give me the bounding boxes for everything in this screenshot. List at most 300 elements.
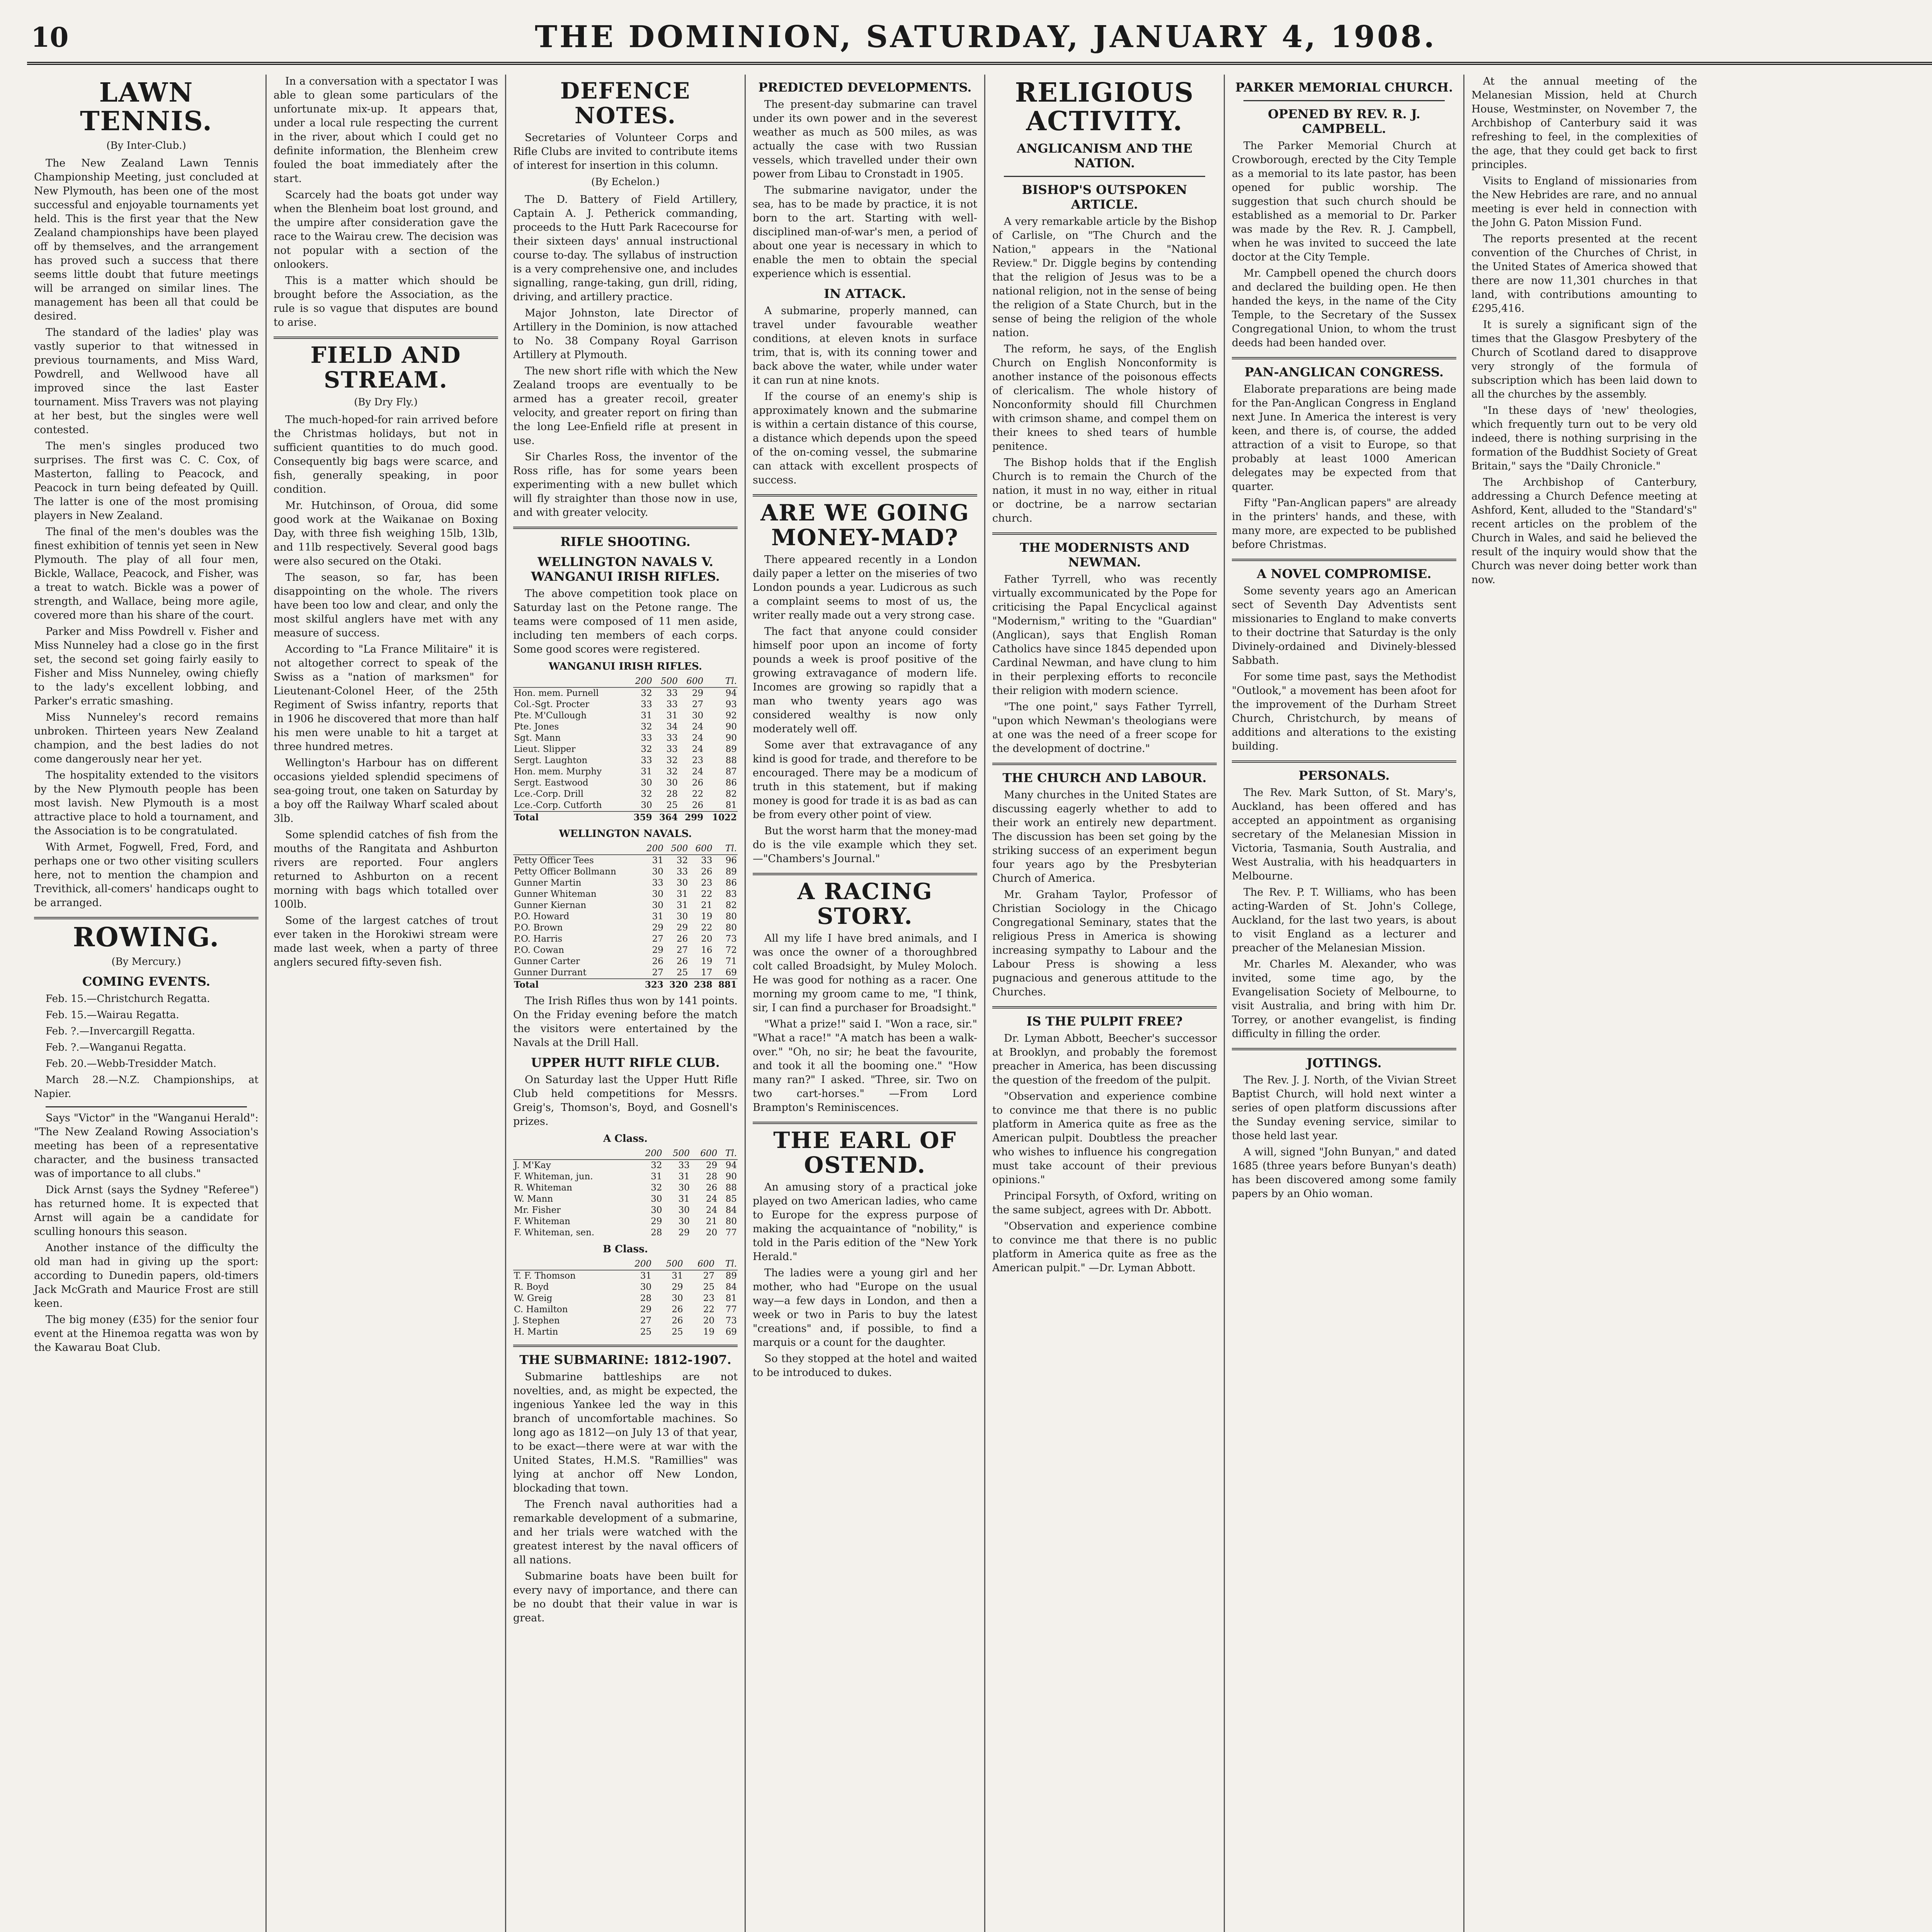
table-cell: 29 [652,923,663,933]
score-table-wanganui [513,676,738,823]
paragraph: Dr. Lyman Abbott, Beecher's successor at Brooklyn, and probably the foremost preacher in America, has been discussing the question of the freedom of the pulpit. [992,1032,1217,1086]
table-cell: 84 [725,1205,737,1215]
score-table-navals [513,843,738,990]
table-cell: 28 [706,1172,718,1182]
table-cell: 500 [652,1259,684,1270]
column-2 [267,75,506,1932]
table-cell: 500 [664,843,689,855]
table-cell: 90 [725,1172,737,1182]
table-cell: 25 [640,1327,652,1337]
table-cell: 27 [652,934,663,944]
table-cell: Col.-Sgt. Procter [514,699,590,709]
table-cell: 89 [725,867,737,877]
table-cell: 73 [725,1316,737,1326]
table-header-row [513,843,738,855]
paragraph: Father Tyrrell, who was recently virtually excommunicated by the Pope for criticising the Papal Encyclical against "Modernism," writing to the "Guardian" (Anglican), says that English Roman Catholics have since 1845 depended upon Cardinal Newman, and have clung to him in their perplexing efforts to reconcile their religion with modern science. [992,573,1217,697]
table-cell: 22 [692,789,704,799]
paragraph: A will, signed "John Bunyan," and dated 1685 (three years before Bunyan's death) has been discovered among some family papers by an Ohio woman. [1232,1146,1456,1200]
defence-intro: Secretaries of Volunteer Corps and Rifle Clubs are invited to contribute items of interest for insertion in this column. [513,132,738,172]
paragraph: Mr. Charles M. Alexander, who was invited, some time ago, by the Evangelisation Society of Melbourne, to visit Australia, and bring with him Dr. Torrey, or another evangelist, is finding difficulty in filling the order. [1232,958,1456,1040]
table-cell: P.O. Brown [514,923,563,933]
paragraph: The hospitality extended to the visitors by the New Plymouth people has been most lavish. New Plymouth is a most attractive place to hold a tournament, and the Association is to be congratulated. [34,769,259,837]
table-cell [513,843,640,855]
table-cell: 600 [684,1259,715,1270]
table-cell: 82 [725,789,737,799]
table-row [513,777,738,789]
table-cell: 31 [676,889,688,899]
table-cell: 33 [701,855,713,866]
table-cell: Tl. [713,843,738,855]
table-cell: 32 [641,789,652,799]
table-cell: 200 [621,1259,652,1270]
table-cell: 16 [701,945,713,955]
table-cell: Gunner Durrant [514,968,587,978]
paragraph: Some splendid catches of fish from the mouths of the Rangitata and Ashburton rivers are reported. Four anglers returned to Ashburton on a recent morning with bags which totalled over 100lb. [274,829,498,910]
table-cell: 26 [672,1304,683,1315]
table-cell: 33 [666,699,678,709]
table-cell: H. Martin [514,1327,558,1337]
table-cell: 17 [701,968,713,978]
paragraph: Mr. Campbell opened the church doors and declared the building open. He then handed the keys, in the name of the City Temple, to the Secretary of the Sussex Congregational Union, to whom the trust deeds had been handed over. [1232,267,1456,349]
table-cell: F. Whiteman, sen. [514,1228,595,1238]
table-row [513,1171,738,1182]
paragraph: The big money (£35) for the senior four event at the Hinemoa regatta was won by the Kawarau Boat Club. [34,1314,259,1354]
table-cell: 33 [641,733,652,743]
table-row [513,922,738,934]
religious-activity-heading: RELIGIOUS ACTIVITY. [1015,77,1194,137]
table-cell: 30 [678,1205,690,1215]
table-cell: 73 [725,934,737,944]
event-item: Feb. 15.—Wairau Regatta. [46,1009,179,1021]
anglicanism-subheading: ANGLICANISM AND THE NATION. [1017,141,1192,170]
table-cell: 77 [725,1304,737,1315]
table-cell: 29 [678,1228,690,1238]
section-divider [992,1006,1217,1009]
table-cell: 26 [652,956,663,966]
paragraph: The men's singles produced two surprises. The first was C. C. Cox, of Masterton, falling to Peacock, and Peacock in turn being defeated by Quill. The latter is one of the most promising players in New Zealand. [34,440,259,522]
table-cell: 320 [664,979,689,990]
table-cell: 19 [701,912,713,922]
table-cell: 19 [703,1327,715,1337]
paragraph: It is surely a significant sign of the times that the Glasgow Presbytery of the Church of Scotland dared to disapprove very strongly of the formula of subscription which has been laid down to all the churches by the assembly. [1471,319,1697,400]
paragraph: Some aver that extravagance of any kind is good for trade, and therefore to be encouraged. There may be a modicum of truth in this statement, but if making money is good for trade it is as bad as can be from every other point of view. [753,739,977,821]
table-row [513,755,738,766]
table-cell: 32 [666,767,678,777]
event-item: Feb. ?.—Wanganui Regatta. [46,1042,187,1053]
paragraph: The final of the men's doubles was the finest exhibition of tennis yet seen in New Plymouth. The play of all four men, Bickle, Wallace, Peacock, and Fisher, was a treat to watch. Bickle was a power of strength, and Wallace, being more agile, covered more than his share of the court. [34,526,259,621]
rifle-shooting-heading: RIFLE SHOOTING. [560,534,690,549]
paragraph: Mr. Hutchinson, of Oroua, did some good work at the Waikanae on Boxing Day, with three fish weighing 15lb, 13lb, and 11lb respectively. Several good bags were also secured on the Otaki. [274,500,498,567]
table-cell: 30 [692,711,704,721]
table-row [513,1182,738,1194]
table-cell: 32 [641,722,652,732]
table-cell: 29 [651,1216,662,1226]
table-cell: 33 [666,744,678,754]
paragraph: A very remarkable article by the Bishop of Carlisle, on "The Church and the Nation," appears in the "National Review." Dr. Diggle begins by contending that the religion of Jesus was to be a national religion, not in the sense of being the religion of a State Church, but in the sense of being the religion of the whole nation. [992,216,1217,339]
table-cell: 31 [678,1194,690,1204]
table-cell: 80 [725,1216,737,1226]
paragraph: The reports presented at the recent convention of the Churches of Christ, in the United States of America showed that there are now 11,301 churches in that land, with contributions amounting to £295,416. [1471,233,1697,315]
table-cell: R. Whiteman [514,1183,572,1193]
table-cell: 32 [651,1160,662,1170]
table-cell: 94 [725,688,737,698]
table-cell: 33 [666,688,678,698]
table-row [513,956,738,967]
table-cell: 364 [653,811,679,823]
paragraph: But the worst harm that the money-mad do is the vile example which they set. —"Chambers's Journal." [753,825,977,865]
table-cell: 23 [692,755,704,765]
table-cell: 359 [627,811,653,823]
section-divider [513,527,738,529]
table-row [513,967,738,979]
paragraph: With Armet, Fogwell, Fred, Ford, and perhaps one or two other visiting scullers here, not to mention the champion and Trevithick, all-comers' handicaps ought to be arranged. [34,841,259,909]
table-cell: 600 [689,843,713,855]
table-cell: 87 [725,767,737,777]
paragraph: A submarine, properly manned, can travel under favourable weather conditions, at eleven knots in surface trim, that is, with its conning tower and back above the water, while under water it can run at nine knots. [753,305,977,386]
modernists-heading: THE MODERNISTS AND NEWMAN. [1020,540,1189,570]
table-cell: 33 [641,699,652,709]
paragraph: Visits to England of missionaries from the New Hebrides are rare, and no annual meeting is ever held in connection with the John G. Paton Mission Fund. [1471,175,1697,229]
table-cell: 31 [641,767,652,777]
paragraph: Parker and Miss Powdrell v. Fisher and Miss Nunneley had a close go in the first set, the second set going fairly easily to Fisher and Miss Nunneley, owing chiefly to the lady's excellent lobbing, and Parker's erratic smashing. [34,626,259,707]
paragraph: "What a prize!" said I. "Won a race, sir." "What a race!" "A match has been a walk-over." "Oh, no sir; he beat the favourite, and took it all the booming one." "How many ran?" I asked. "Three, sir. Two on two cart-horses." —From Lord Brampton's Reminiscences. [753,1018,977,1114]
paragraph: "Observation and experience combine to convince me that there is no public platform in America quite as free as the American pulpit." —Dr. Lyman Abbott. [992,1220,1217,1274]
table-cell: 30 [652,900,663,910]
table-cell [513,1259,621,1270]
score-table-a-class [513,1148,738,1238]
paragraph: The new short rifle with which the New Zealand troops are eventually to be armed has a greater recoil, greater velocity, and greater report on firing than the long Lee-Enfield rifle at present in use. [513,365,738,447]
table-cell: 24 [706,1205,718,1215]
table-cell: 30 [640,1282,652,1292]
table-cell: 32 [641,744,652,754]
coming-events-heading: COMING EVENTS. [82,974,211,989]
table-cell [513,676,627,687]
table-cell: 27 [640,1316,652,1326]
table-cell: F. Whiteman, jun. [514,1172,593,1182]
paragraph: Submarine battleships are not novelties, and, as might be expected, the ingenious Yankee led the way in this branch of uncomfortable machines. So long ago as 1812—on July 13 of that year, to be exact—there were at war with the United States, H.M.S. "Ramillies" was lying at anchor off New London, blockading that town. [513,1371,738,1494]
table-caption: WANGANUI IRISH RIFLES. [548,661,702,672]
table-cell: 30 [641,800,652,810]
table-cell: 31 [640,1271,652,1281]
table-row [513,866,738,878]
table-cell: 25 [672,1327,683,1337]
table-cell: 25 [666,800,678,810]
table-cell: 93 [725,699,737,709]
table-cell: 30 [672,1293,683,1303]
table-cell: 77 [725,1228,737,1238]
paragraph: Dick Arnst (says the Sydney "Referee") has returned home. It is expected that Arnst will again be a candidate for sculling honours this season. [34,1184,259,1238]
table-cell: 88 [725,1183,737,1193]
table-cell: P.O. Harris [514,934,563,944]
table-cell: Sergt. Eastwood [514,778,588,788]
table-row [513,687,738,699]
paragraph: The much-hoped-for rain arrived before the Christmas holidays, but not in sufficient quantities to do much good. Consequently big bags were scarce, and fish, generally speaking, in poor condition. [274,414,498,495]
table-caption: WELLINGTON NAVALS. [559,828,692,840]
table-cell: 24 [706,1194,718,1204]
table-cell: 25 [703,1282,715,1292]
paragraph: "In these days of 'new' theologies, which frequently turn out to be very old indeed, there is nothing surprising in the formation of the Buddhist Society of Great Britain," says the "Daily Chronicle." [1471,405,1697,472]
table-cell: 23 [703,1293,715,1303]
paragraph: The submarine navigator, under the sea, has to be made by practice, it is not born to the art. Starting with well-disciplined man-of-war's men, a period of about one year is necessary in which to enable the men to obtain the special experience which is essential. [753,184,977,280]
table-cell: 30 [676,912,688,922]
paragraph: The Archbishop of Canterbury, addressing a Church Defence meeting at Ashford, Kent, alluded to the "Standard's" recent articles on the problem of the Church in Wales, and said he believed the result of the inquiry would show that the Church was never doing better work than now. [1471,476,1697,586]
table-cell: Mr. Fisher [514,1205,561,1215]
table-cell: Tl. [715,1259,738,1270]
table-cell: 33 [666,733,678,743]
table-cell: P.O. Cowan [514,945,564,955]
upper-hutt-subheading: UPPER HUTT RIFLE CLUB. [531,1055,720,1070]
submarine-heading: THE SUBMARINE: 1812-1907. [519,1352,731,1367]
paragraph: Some of the largest catches of trout ever taken in the Horokiwi stream were made last week, when a party of three anglers secured fifty-seven fish. [274,915,498,968]
paragraph: Another instance of the difficulty the old man had in giving up the sport: according to Dunedin papers, old-timers Jack McGrath and Maurice Frost are still keen. [34,1242,259,1310]
table-row [513,1227,738,1238]
table-cell: 22 [701,889,713,899]
table-cell: 27 [703,1271,715,1281]
table-cell: 200 [640,843,664,855]
paragraph: In a conversation with a spectator I was able to glean some particulars of the unfortunate mix-up. It appears that, under a local rule respecting the current in the river, about which I could get no definite information, the Blenheim crew fouled the boat immediately after the start. [274,75,498,185]
table-cell: Gunner Kiernan [514,900,587,910]
table-cell: 28 [666,789,678,799]
table-cell: 28 [651,1228,662,1238]
table-cell: Gunner Carter [514,956,580,966]
section-divider [1232,559,1456,561]
parker-memorial-heading: PARKER MEMORIAL CHURCH. [1235,80,1453,95]
section-divider [753,1122,977,1124]
paragraph: Mr. Graham Taylor, Professor of Christian Sociology in the Chicago Congregational Seminary, states that the religious Press in America is showing increasing sympathy to Labour and the Labour Press is showing a less pugnacious and generous attitude to the Churches. [992,889,1217,998]
table-cell: T. F. Thomson [514,1271,576,1281]
table-cell: Tl. [718,1148,738,1160]
table-row [513,1194,738,1205]
table-row [513,1205,738,1216]
event-item: Feb. 20.—Webb-Tresidder Match. [46,1058,216,1070]
table-cell [513,1148,635,1160]
paragraph: All my life I have bred animals, and I was once the owner of a thoroughbred colt called Broadsight, by Muley Moloch. He was good for nothing as a racer. One morning my groom came to me, "I think, sir, I can find a purchaser for Broadsight." [753,932,977,1014]
table-cell: Total [513,979,640,990]
table-cell: 31 [676,900,688,910]
paragraph: Scarcely had the boats got under way when the Blenheim boat lost ground, and the umpire after consideration gave the race to the Wairau crew. The decision was not popular with a section of the onlookers. [274,189,498,270]
table-cell: 323 [640,979,664,990]
table-cell: 600 [690,1148,718,1160]
table-cell: 20 [701,934,713,944]
table-cell: 82 [725,900,737,910]
table-cell: 29 [706,1160,718,1170]
table-cell: 30 [666,778,678,788]
table-row [513,855,738,866]
table-cell: 33 [652,878,663,888]
paragraph: The ladies were a young girl and her mother, who had "Europe on the usual way—a few days in London, and then a week or two in Paris to buy the latest "creations" and, if possible, to find a marquis or a count for the daughter. [753,1267,977,1349]
earl-of-ostend-heading: THE EARL OF OSTEND. [773,1127,957,1178]
table-row [513,1304,738,1315]
table-cell: Hon. mem. Purnell [514,688,599,698]
table-cell: 81 [725,1293,737,1303]
table-cell: 22 [703,1304,715,1315]
table-row [513,900,738,911]
table-cell: 96 [725,855,737,866]
page-title: THE DOMINION, SATURDAY, JANUARY 4, 1908. [535,19,1437,54]
table-cell: 24 [692,744,704,754]
table-row [513,945,738,956]
lawn-tennis-body [34,156,259,910]
pan-anglican-heading: PAN-ANGLICAN CONGRESS. [1244,365,1444,379]
table-cell: 21 [701,900,713,910]
table-cell: 27 [676,945,688,955]
table-cell: 26 [692,800,704,810]
divider [1243,100,1445,101]
section-divider [274,337,498,339]
table-row [513,800,738,811]
table-row [513,721,738,733]
table-cell: 33 [641,755,652,765]
bishops-article-subheading: BISHOP'S OUTSPOKEN ARTICLE. [1022,182,1187,212]
paragraph: This is a matter which should be brought before the Association, as the rule is so vague that disputes are bound to arise. [274,275,498,328]
jottings-heading: JOTTINGS. [1306,1056,1382,1070]
section-divider [753,494,977,497]
paragraph: The present-day submarine can travel under its own power and in the severest weather as much as 500 miles, as was actually the case with two Russian vessels, which travelled under their own power from Libau to Cronstadt in 1905. [753,99,977,180]
paragraph: Elaborate preparations are being made for the Pan-Anglican Congress in England next June. In America the interest is very keen, and there is, of course, the added attraction of a visit to Europe, so that probably at least 1000 American delegates may be expected from that quarter. [1232,383,1456,493]
paragraph: Fifty "Pan-Anglican papers" are already in the printers' hands, and these, with many more, are expected to be published before Christmas. [1232,497,1456,551]
table-row [513,744,738,755]
table-total-row [513,979,738,990]
table-cell: 72 [725,945,737,955]
table-cell: 26 [706,1183,718,1193]
table-cell: 27 [652,968,663,978]
table-cell: 600 [679,676,704,687]
table-cell: Gunner Whiteman [514,889,597,899]
table-cell: 90 [725,733,737,743]
column-7 [1464,75,1704,1932]
table-row [513,1160,738,1171]
paragraph: The Rev. P. T. Williams, who has been acting-Warden of St. John's College, Auckland, for the last two years, is about to visit England as a lecturer and preacher of the Melanesian Mission. [1232,886,1456,954]
table-cell: 20 [703,1316,715,1326]
table-cell: 29 [640,1304,652,1315]
paragraph: For some time past, says the Methodist "Outlook," a movement has been afoot for the improvement of the Durham Street Church, Christchurch, by means of additions and alterations to the existing building. [1232,671,1456,752]
section-divider [1232,1048,1456,1050]
table-cell: 32 [641,688,652,698]
table-cell: 30 [651,1205,662,1215]
table-cell: J. M'Kay [514,1160,551,1170]
table-cell: 32 [651,1183,662,1193]
table-cell: 24 [692,733,704,743]
paragraph: The Irish Rifles thus won by 141 points. On the Friday evening before the match the visitors were entertained by the Navals at the Drill Hall. [513,995,738,1049]
paragraph: An amusing story of a practical joke played on two American ladies, who came to Europe for the express purpose of making the acquaintance of "nobility," is told in the Paris edition of the "New York Herald." [753,1181,977,1263]
table-cell: 29 [652,945,663,955]
table-cell: 80 [725,923,737,933]
table-cell: 86 [725,778,737,788]
table-cell: 29 [672,1282,683,1292]
table-cell: 30 [652,889,663,899]
table-cell: R. Boyd [514,1282,549,1292]
money-mad-heading: ARE WE GOING MONEY-MAD? [760,500,969,551]
paragraph: Says "Victor" in the "Wanganui Herald": "The New Zealand Rowing Association's meeting has been of a representative character, and the business transacted was of importance to all clubs." [34,1112,259,1180]
paragraph: Miss Nunneley's record remains unbroken. Thirteen years New Zealand champion, and the best ladies do not come dangerously near her yet. [34,711,259,765]
paragraph: The D. Battery of Field Artillery, Captain A. J. Petherick commanding, proceeds to the Hutt Park Racecourse for their sixteen days' annual instructional course to-day. The syllabus of instruction is a very comprehensive one, and includes signalling, range-taking, gun drill, riding, driving, and artillery practice. [513,194,738,303]
paragraph: The Parker Memorial Church at Crowborough, erected by the City Temple as a memorial to its late pastor, has been opened for public worship. The suggestion that such church should be established as a memorial to Dr. Parker was made by the Rev. R. J. Campbell, when he was invited to succeed the late doctor at the City Temple. [1232,140,1456,263]
table-cell: 24 [692,722,704,732]
section-divider [1232,760,1456,763]
table-row [513,911,738,922]
score-table-b-class [513,1259,738,1338]
paragraph: The French naval authorities had a remarkable development of a submarine, and her trials were watched with the greatest interest by the naval officers of all nations. [513,1498,738,1566]
table-cell: Tl. [704,676,738,687]
table-cell: 29 [692,688,704,698]
paragraph: The Bishop holds that if the English Church is to remain the Church of the nation, it must in no way, either in ritual or doctrine, be a narrow sectarian church. [992,457,1217,524]
divider [1004,176,1205,177]
parker-memorial-subheading: OPENED BY REV. R. J. CAMPBELL. [1268,107,1420,136]
table-cell: C. Hamilton [514,1304,568,1315]
divider [46,1106,247,1107]
column-3 [506,75,746,1932]
table-cell: 30 [678,1183,690,1193]
table-cell: 500 [663,1148,690,1160]
table-cell: 238 [689,979,713,990]
table-cell: 30 [652,867,663,877]
table-cell: Lce.-Corp. Cutforth [514,800,602,810]
paragraph: "The one point," says Father Tyrrell, "upon which Newman's theologians were at one was the need of a freer scope for the development of doctrine." [992,701,1217,755]
table-cell: 83 [725,889,737,899]
table-caption: A Class. [603,1133,648,1145]
event-item: March 28.—N.Z. Championships, at Napier. [34,1074,259,1100]
paragraph: The fact that anyone could consider himself poor upon an income of forty pounds a week is proof positive of the growing extravagance of modern life. Incomes are growing so rapidly that a man who twenty years ago was considered wealthy is now only moderately well off. [753,626,977,735]
table-row [513,1216,738,1227]
table-cell: 69 [725,1327,737,1337]
table-cell: 24 [692,767,704,777]
table-cell: 26 [701,867,713,877]
lawn-tennis-byline: (By Inter-Club.) [106,140,186,151]
table-cell: Gunner Martin [514,878,582,888]
article-columns [27,75,1932,1932]
table-cell: Lce.-Corp. Drill [514,789,584,799]
table-cell: 881 [713,979,738,990]
table-cell: W. Greig [514,1293,553,1303]
section-divider [992,532,1217,535]
rowing-byline: (By Mercury.) [111,956,181,968]
section-divider [992,763,1217,765]
table-cell: P.O. Howard [514,912,570,922]
masthead [27,15,1932,65]
table-cell: 84 [725,1282,737,1292]
table-row [513,1270,738,1282]
table-row [513,699,738,710]
paragraph: The season, so far, has been disappointing on the whole. The rivers have been too low and clear, and only the most skilful anglers have met with any measure of success. [274,571,498,639]
section-divider [513,1345,738,1347]
table-cell: 28 [640,1293,652,1303]
novel-compromise-heading: A NOVEL COMPROMISE. [1257,566,1432,581]
paragraph: The standard of the ladies' play was vastly superior to that witnessed in previous tournaments, and Miss Ward, Powdrell, and Wellwood have all improved since the last Easter tournament. Miss Travers was not playing at her best, but the singles were well contested. [34,327,259,436]
table-cell: 25 [676,968,688,978]
paragraph: So they stopped at the hotel and waited to be introduced to dukes. [753,1353,977,1379]
table-cell: Lieut. Slipper [514,744,576,754]
coming-events-list [34,992,259,1101]
table-cell: 92 [725,711,737,721]
field-and-stream-heading: FIELD AND STREAM. [310,342,461,393]
paragraph: The Rev. Mark Sutton, of St. Mary's, Auckland, has been offered and has accepted an appointment as organising secretary of the Melanesian Mission in Victoria, Tasmania, South Australia, and West Australia, with his headquarters in Melbourne. [1232,787,1456,882]
table-row [513,1327,738,1338]
table-cell: 80 [725,912,737,922]
paragraph: The New Zealand Lawn Tennis Championship Meeting, just concluded at New Plymouth, has been one of the most successful and enjoyable tournaments yet held. This is the first year that the New Zealand championships have been played off by themselves, and the arrangement has proved such a success that there seems little doubt that future meetings will be arranged on similar lines. The management has been all that could be desired. [34,157,259,322]
table-cell: 30 [678,1216,690,1226]
defence-notes-heading: DEFENCE NOTES. [560,78,691,129]
table-cell: Sergt. Laughton [514,755,588,765]
table-cell: 31 [641,711,652,721]
church-and-labour-heading: THE CHURCH AND LABOUR. [1002,770,1207,785]
table-cell: Sgt. Mann [514,733,561,743]
table-header-row [513,1148,738,1160]
table-row [513,1282,738,1293]
rowing-heading: ROWING. [73,922,220,953]
paragraph: Many churches in the United States are discussing eagerly whether to add to their work an entirely new department. The discussion has been set going by the striking success of an experiment begun four years ago by the Presbyterian Church of America. [992,789,1217,884]
table-row [513,789,738,800]
racing-story-heading: A RACING STORY. [797,878,933,929]
